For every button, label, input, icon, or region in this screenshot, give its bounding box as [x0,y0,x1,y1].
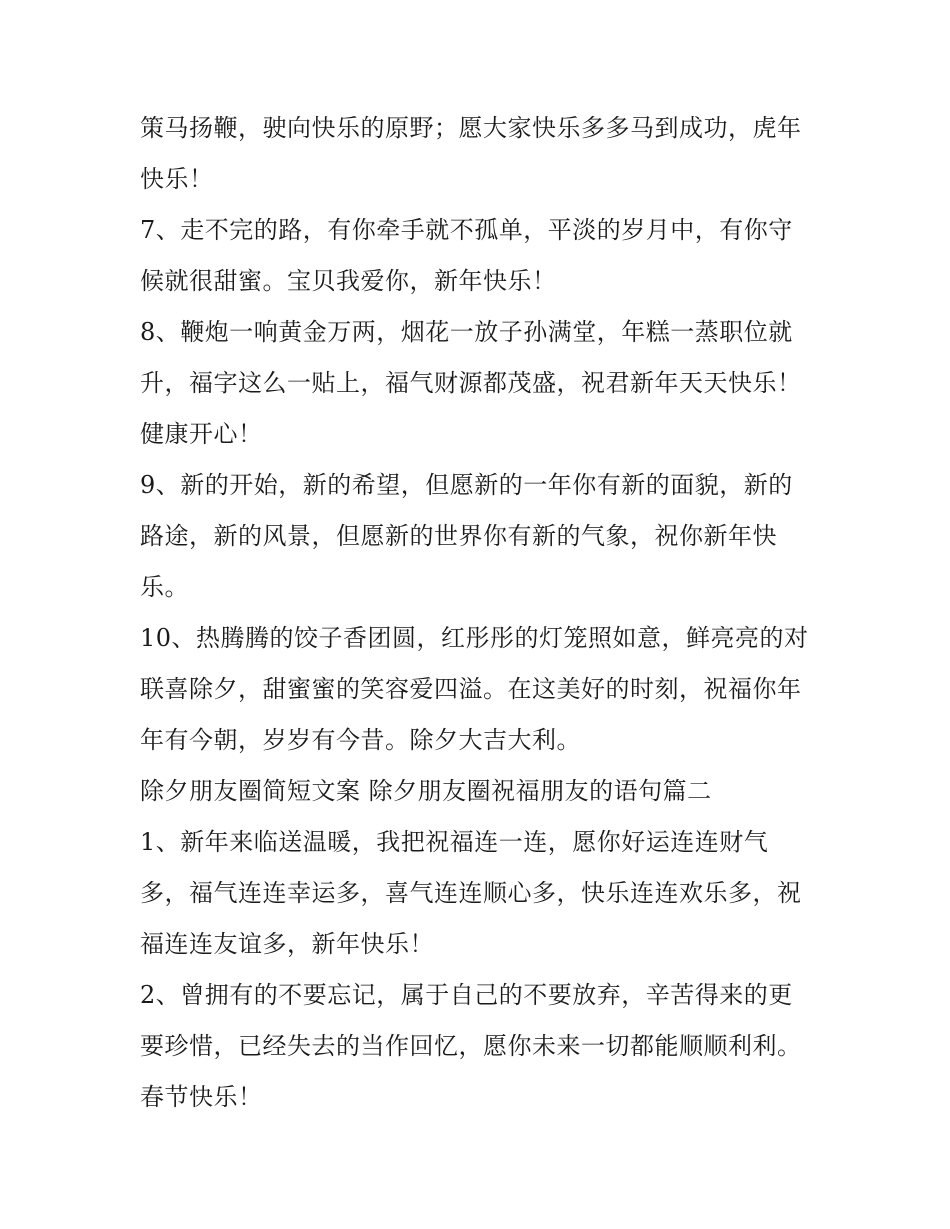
text-line: 升，福字这么一贴上，福气财源都茂盛，祝君新年天天快乐！ [140,369,802,397]
text-line: 2、曾拥有的不要忘记，属于自己的不要放弃，辛苦得来的更 [140,981,793,1009]
text-line: 9、新的开始，新的希望，但愿新的一年你有新的面貌，新的 [140,471,793,499]
text-line: 健康开心！ [140,420,263,448]
text-line: 8、鞭炮一响黄金万两，烟花一放子孙满堂，年糕一蒸职位就 [140,318,793,346]
text-line: 1、新年来临送温暖，我把祝福连一连，愿你好运连连财气 [140,828,769,856]
text-line: 7、走不完的路，有你牵手就不孤单，平淡的岁月中，有你守 [140,216,793,244]
text-line: 年有今朝，岁岁有今昔。除夕大吉大利。 [140,726,581,754]
document-body [140,103,830,1123]
text-line: 乐。 [140,573,189,601]
text-line: 10、热腾腾的饺子香团圆，红彤彤的灯笼照如意，鲜亮亮的对 [140,624,809,652]
text-line: 快乐！ [140,165,214,193]
text-line: 要珍惜，已经失去的当作回忆，愿你未来一切都能顺顺利利。 [140,1032,802,1060]
text-line: 路途，新的风景，但愿新的世界你有新的气象，祝你新年快 [140,522,777,550]
text-line: 候就很甜蜜。宝贝我爱你，新年快乐！ [140,267,557,295]
text-line: 春节快乐！ [140,1083,263,1111]
text-line: 福连连友谊多，新年快乐！ [140,930,434,958]
text-line: 策马扬鞭，驶向快乐的原野；愿大家快乐多多马到成功，虎年 [140,114,802,142]
text-line: 多，福气连连幸运多，喜气连连顺心多，快乐连连欢乐多，祝 [140,879,802,907]
text-line: 联喜除夕，甜蜜蜜的笑容爱四溢。在这美好的时刻，祝福你年 [140,675,802,703]
section-heading: 除夕朋友圈简短文案 除夕朋友圈祝福朋友的语句篇二 [140,777,712,805]
